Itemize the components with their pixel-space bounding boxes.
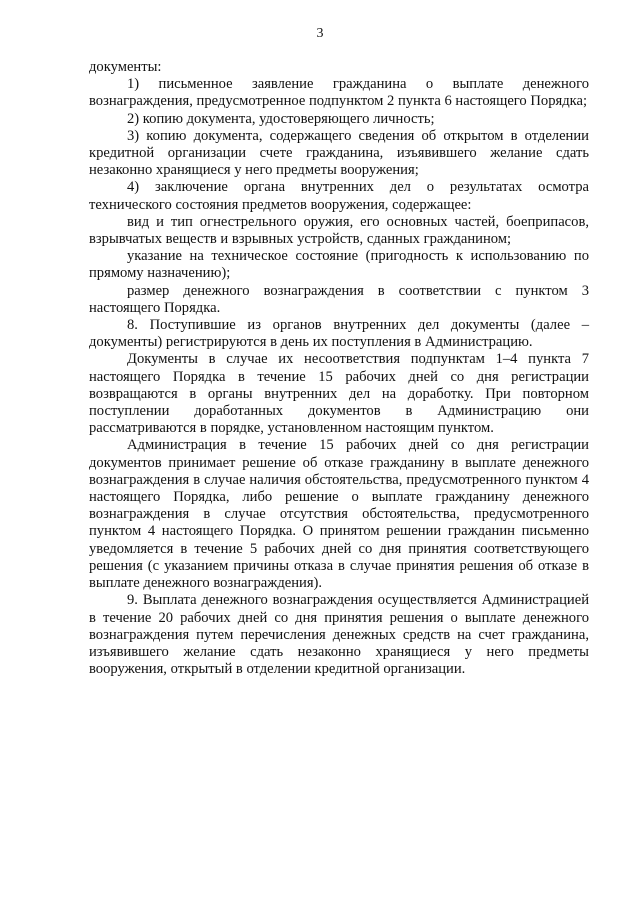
paragraph-item-2: 2) копию документа, удостоверяющего личность; <box>127 110 435 127</box>
page-number: 3 <box>316 26 324 41</box>
paragraph-item-3: 3) копию документа, содержащего сведения об открытом в отделении кредитной организации счете гражданина, изъявившего желание сдать незаконно хранящиеся у него предметы вооружения; <box>89 127 589 179</box>
paragraph-documents-return: Документы в случае их несоответствия подпунктам 1–4 пункта 7 настоящего Порядка в течение 15 рабочих дней со дня регистрации возвращаются в органы внутренних дел на доработку. При повторном поступлении доработанных документов в Администрацию они рассматриваются в порядке, установленном настоящим пунктом. <box>89 351 589 437</box>
paragraph-administration-decision: Администрация в течение 15 рабочих дней со дня регистрации документов принимает решение об отказе гражданину в выплате денежного вознаграждения в случае наличия обстоятельства, предусмотренного пунктом 4 настоящего Порядка, либо решение о выплате гражданину денежного вознаграждения в случае отсутствия обстоятельства, предусмотренного пунктом 4 настоящего Порядка. О принятом решении гражданин письменно уведомляется в течение 5 рабочих дней со дня принятия соответствующего решения (с указанием причины отказа в случае принятия решения об отказе в выплате денежного вознаграждения). <box>89 437 589 592</box>
paragraph-clause-9: 9. Выплата денежного вознаграждения осуществляется Администрацией в течение 20 рабочих дней со дня принятия решения о выплате денежного вознаграждения путем перечисления денежных средств на счет гражданина, изъявившего желание сдать незаконно хранящиеся у него предметы вооружения, открытый в отделении кредитной организации. <box>89 592 589 678</box>
paragraph-technical-state: указание на техническое состояние (пригодность к использованию по прямому назначению); <box>89 248 589 282</box>
document-body <box>89 59 589 678</box>
paragraph-item-4: 4) заключение органа внутренних дел о результатах осмотра технического состояния предметов вооружения, содержащее: <box>89 179 589 213</box>
paragraph-documents-heading: документы: <box>89 59 162 75</box>
paragraph-reward-amount: размер денежного вознаграждения в соответствии с пунктом 3 настоящего Порядка. <box>89 282 589 316</box>
paragraph-item-1: 1) письменное заявление гражданина о выплате денежного вознаграждения, предусмотренное подпунктом 2 пункта 6 настоящего Порядка; <box>89 76 589 110</box>
paragraph-clause-8: 8. Поступившие из органов внутренних дел документы (далее – документы) регистрируются в день их поступления в Администрацию. <box>89 317 589 351</box>
paragraph-weapon-type: вид и тип огнестрельного оружия, его основных частей, боеприпасов, взрывчатых веществ и взрывных устройств, сданных гражданином; <box>89 213 589 248</box>
